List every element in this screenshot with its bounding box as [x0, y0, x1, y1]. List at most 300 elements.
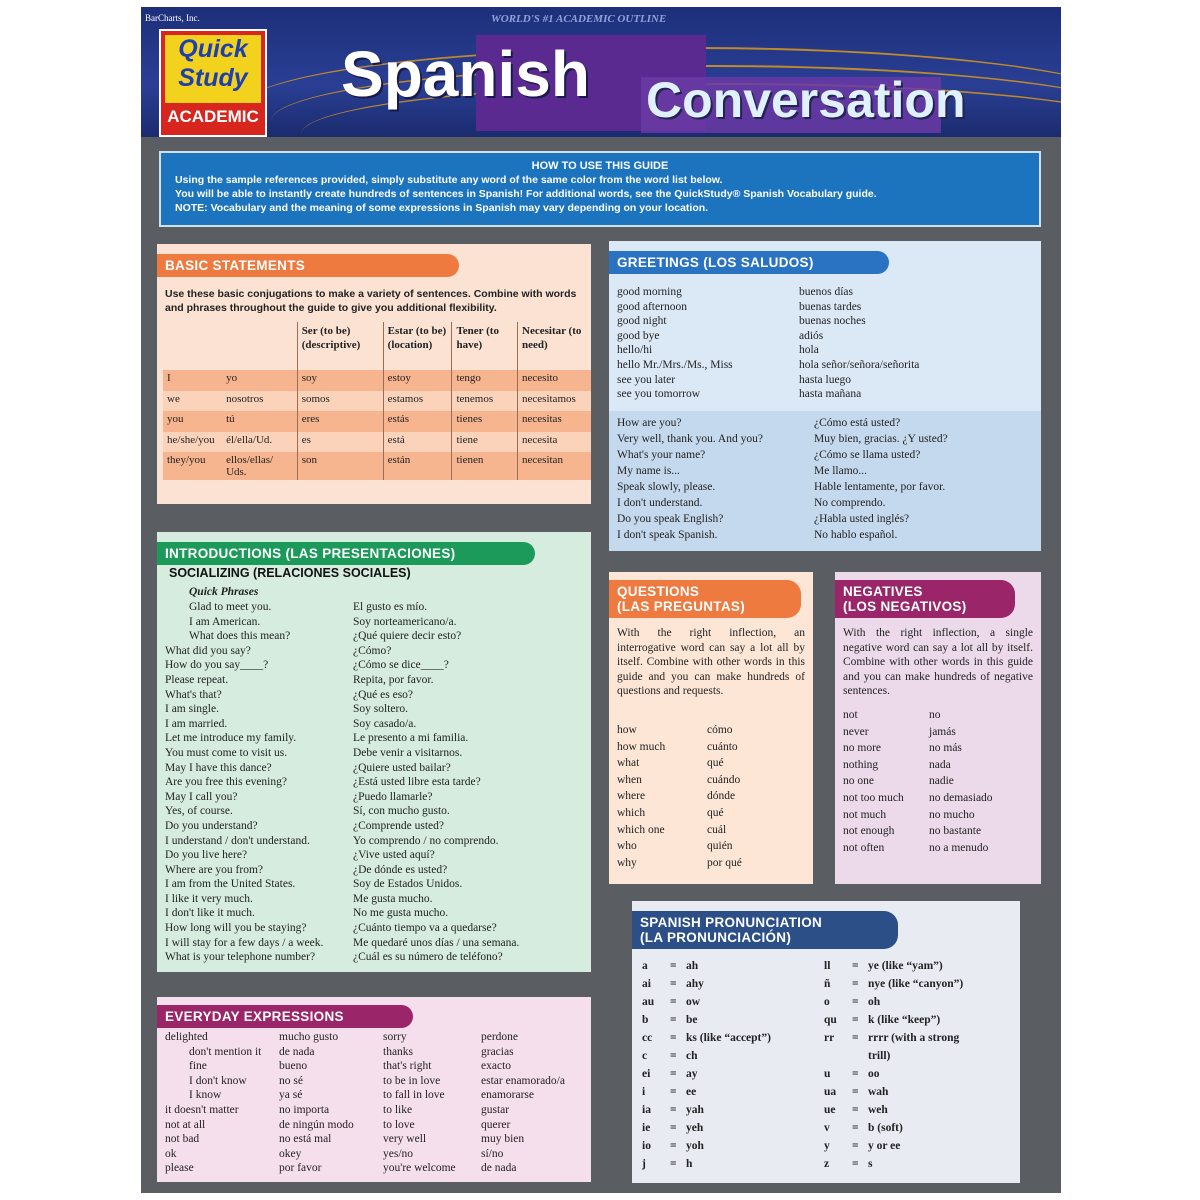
list-item: buenas tardes — [799, 300, 862, 313]
sound: y or ee — [868, 1140, 901, 1152]
table-cell: tú — [226, 413, 235, 425]
table-row — [163, 411, 591, 432]
list-item: I am from the United States. — [165, 878, 296, 891]
list-item: Glad to meet you. — [189, 601, 272, 613]
list-item: no mucho — [929, 808, 975, 821]
letter: y — [824, 1140, 830, 1152]
list-item: muy bien — [481, 1133, 525, 1146]
list-item: What is your telephone number? — [165, 951, 316, 964]
list-item: no está mal — [279, 1133, 332, 1146]
pronunciation-row — [824, 957, 963, 975]
logo-text: Quick — [178, 35, 248, 63]
list-item: Debe venir a visitarnos. — [353, 746, 463, 759]
list-item: ¿Cómo? — [353, 644, 392, 657]
list-item: not much — [843, 808, 887, 821]
list-item: good bye — [617, 329, 660, 342]
table-cell: tiene — [452, 432, 518, 453]
equals-sign: = — [670, 1050, 677, 1062]
list-item: No comprendo. — [814, 497, 886, 509]
list-item: ¿Vive usted aquí? — [353, 849, 435, 862]
table-row — [163, 452, 591, 480]
table-row — [163, 370, 591, 391]
sound: s — [868, 1158, 873, 1170]
letter: c — [642, 1050, 648, 1062]
letter: v — [824, 1122, 830, 1134]
list-item: Soy soltero. — [353, 703, 408, 716]
pronunciation-row — [824, 1101, 963, 1119]
pronunciation-row — [824, 1119, 963, 1137]
sound: yeh — [686, 1122, 704, 1134]
list-item: ¿Cómo se dice____? — [353, 659, 449, 672]
list-item: ¿Puedo llamarle? — [353, 790, 433, 803]
list-item: qué — [707, 806, 724, 819]
list-item: Muy bien, gracias. ¿Y usted? — [814, 433, 948, 445]
list-item: Repita, por favor. — [353, 673, 434, 686]
equals-sign: = — [852, 996, 859, 1008]
equals-sign: = — [670, 1086, 677, 1098]
table-cell: es — [297, 432, 383, 453]
table-cell: eres — [297, 411, 383, 432]
pronunciation-row — [824, 1083, 963, 1101]
letter: i — [642, 1086, 646, 1098]
sound: ks (like “accept”) — [686, 1032, 771, 1044]
list-item: no demasiado — [929, 791, 993, 804]
table-cell: yo — [226, 372, 238, 384]
greetings-english — [617, 285, 733, 402]
table-cell: ellos/ellas/ Uds. — [226, 454, 274, 478]
list-item: Do you speak English? — [617, 513, 724, 525]
list-item: hello/hi — [617, 344, 653, 357]
list-item: not — [843, 709, 858, 721]
letter: ñ — [824, 978, 831, 990]
list-item: Le presento a mi familia. — [353, 732, 469, 745]
list-item: very well — [383, 1133, 427, 1146]
list-item: Sí, con mucho gusto. — [353, 805, 450, 818]
list-item: cuánto — [707, 740, 738, 753]
table-cell: you — [167, 413, 184, 425]
equals-sign: = — [852, 1104, 859, 1116]
table-cell: necesitamos — [518, 391, 591, 412]
equals-sign: = — [670, 1032, 677, 1044]
section-intro: With the right inflection, a single negative word can say a lot all by itself. Combine with other words in this guide and you can make hundreds of negative sentences. — [843, 627, 1033, 698]
list-item: fine — [189, 1060, 207, 1073]
list-item: hello Mr./Mrs./Ms., Miss — [617, 358, 733, 371]
pronunciation-row — [642, 1155, 771, 1173]
list-item: How are you? — [617, 417, 682, 429]
list-item: cómo — [707, 724, 733, 736]
list-item: bueno — [279, 1060, 308, 1073]
list-item: gustar — [481, 1103, 510, 1116]
table-cell: necesito — [518, 370, 591, 391]
how-to-line: Using the sample references provided, simply substitute any word of the same color from the word list below. — [175, 174, 723, 186]
greetings-spanish — [799, 285, 919, 402]
list-item: El gusto es mío. — [353, 601, 428, 613]
list-item: I know — [189, 1089, 222, 1102]
letter: rr — [824, 1032, 835, 1044]
equals-sign: = — [670, 996, 677, 1008]
questions-english — [617, 722, 665, 871]
section-title-line: QUESTIONS — [617, 584, 700, 599]
everyday-spanish-1 — [279, 1030, 354, 1176]
list-item: hasta mañana — [799, 388, 862, 401]
questions-panel — [609, 572, 813, 884]
list-item: nothing — [843, 758, 879, 771]
table-header: Necesitar (to need) — [518, 322, 591, 370]
list-item: you're welcome — [383, 1162, 456, 1175]
list-item: Soy de Estados Unidos. — [353, 878, 463, 891]
section-title: EVERYDAY EXPRESSIONS — [157, 1005, 413, 1028]
pronunciation-row — [642, 1137, 771, 1155]
list-item: no one — [843, 775, 874, 788]
sound: ye (like “yam”) — [868, 960, 943, 972]
list-item: mucho gusto — [279, 1031, 339, 1043]
sound: h — [686, 1158, 693, 1170]
list-item: What's your name? — [617, 449, 706, 461]
equals-sign: = — [852, 1122, 859, 1134]
list-item: ya sé — [279, 1089, 303, 1102]
intro-english — [165, 600, 323, 965]
pronunciation-left-list — [642, 957, 771, 1173]
everyday-spanish-2 — [481, 1030, 565, 1176]
list-item: gracias — [481, 1045, 514, 1058]
list-item: Very well, thank you. And you? — [617, 433, 763, 445]
list-item: perdone — [481, 1031, 519, 1043]
table-cell: we — [167, 392, 180, 405]
section-title-line: (LAS PREGUNTAS) — [617, 599, 745, 614]
list-item: ¿Cuál es su número de teléfono? — [353, 951, 503, 964]
list-item: no a menudo — [929, 841, 989, 854]
list-item: why — [617, 856, 637, 869]
list-item: delighted — [165, 1031, 208, 1043]
section-title: BASIC STATEMENTS — [157, 254, 459, 277]
everyday-english-2 — [383, 1030, 456, 1176]
table-cell: tengo — [452, 370, 518, 391]
equals-sign: = — [670, 960, 677, 972]
list-item: Me llamo... — [814, 465, 868, 477]
list-item: hola señor/señora/señorita — [799, 358, 920, 371]
list-item: I like it very much. — [165, 892, 253, 905]
list-item: Hable lentamente, por favor. — [814, 481, 946, 493]
list-item: What did you say? — [165, 644, 251, 657]
table-row — [163, 391, 591, 412]
list-item: buenas noches — [799, 315, 866, 328]
sound: ah — [686, 960, 699, 972]
sound: k (like “keep”) — [868, 1014, 941, 1026]
list-item: not too much — [843, 791, 904, 804]
list-item: Let me introduce my family. — [165, 732, 297, 745]
pronunciation-row — [642, 1011, 771, 1029]
list-item: How long will you be staying? — [165, 922, 307, 935]
list-item: Do you live here? — [165, 849, 248, 862]
section-subtitle: SOCIALIZING (RELACIONES SOCIALES) — [169, 566, 411, 580]
section-title-line: (LOS NEGATIVOS) — [843, 599, 967, 614]
phrases-spanish — [814, 415, 948, 543]
list-item: good afternoon — [617, 300, 687, 313]
equals-sign: = — [670, 1104, 677, 1116]
pronunciation-row — [642, 975, 771, 993]
table-cell: tienen — [452, 452, 518, 480]
table-header — [163, 322, 222, 370]
table-cell: nosotros — [226, 392, 264, 405]
list-item: May I call you? — [165, 790, 238, 803]
table-cell: he/she/you — [167, 433, 215, 446]
list-item: Speak slowly, please. — [617, 481, 716, 493]
questions-spanish — [707, 722, 742, 871]
list-item: no — [929, 709, 941, 721]
list-item: I don't speak Spanish. — [617, 529, 718, 541]
pronunciation-panel — [632, 901, 1020, 1183]
list-item: nadie — [929, 775, 954, 788]
list-item: No hablo español. — [814, 529, 898, 541]
list-item: never — [843, 725, 869, 738]
outline-tagline: WORLD'S #1 ACADEMIC OUTLINE — [491, 13, 667, 25]
section-title-line: SPANISH PRONUNCIATION — [640, 915, 823, 930]
table-cell: tienes — [452, 411, 518, 432]
list-item: May I have this dance? — [165, 761, 272, 774]
table-cell: estamos — [383, 391, 452, 412]
list-item: not bad — [165, 1133, 200, 1146]
pronunciation-row — [824, 1155, 963, 1173]
pronunciation-right-list — [824, 957, 963, 1173]
sound: trill) — [868, 1050, 891, 1062]
intro-spanish — [353, 600, 519, 965]
sound: oo — [868, 1068, 880, 1080]
list-item: nada — [929, 758, 951, 771]
letter: ua — [824, 1086, 837, 1098]
letter: ia — [642, 1104, 651, 1116]
how-to-line: NOTE: Vocabulary and the meaning of some expressions in Spanish may vary depending on your location. — [175, 202, 709, 214]
letter: ll — [824, 960, 831, 972]
study-guide-sheet — [141, 7, 1061, 1193]
section-title: GREETINGS (LOS SALUDOS) — [609, 251, 889, 274]
list-item: I don't understand. — [617, 497, 703, 509]
phrases-english — [617, 415, 763, 543]
list-item: de nada — [481, 1162, 517, 1175]
list-item: por favor — [279, 1162, 322, 1175]
table-cell: soy — [297, 370, 383, 391]
greetings-panel — [609, 241, 1041, 551]
pronunciation-row — [824, 1029, 963, 1047]
list-item: when — [617, 773, 642, 786]
list-item: Soy norteamericano/a. — [353, 615, 457, 628]
table-cell: somos — [297, 391, 383, 412]
sound: yah — [686, 1104, 704, 1116]
list-item: not at all — [165, 1118, 206, 1131]
list-item: jamás — [929, 725, 956, 738]
equals-sign: = — [852, 1014, 859, 1026]
letter: io — [642, 1140, 651, 1152]
pronunciation-row — [642, 1047, 771, 1065]
list-item: no sé — [279, 1074, 303, 1087]
list-item: buenos días — [799, 286, 853, 298]
equals-sign: = — [670, 1122, 677, 1134]
basic-statements-panel — [157, 244, 591, 504]
list-item: no bastante — [929, 825, 982, 838]
list-item: ¿Qué quiere decir esto? — [353, 630, 462, 643]
pronunciation-row — [642, 1101, 771, 1119]
list-item: that's right — [383, 1060, 432, 1073]
pronunciation-row — [642, 1065, 771, 1083]
list-item: to love — [383, 1118, 415, 1131]
section-title: INTRODUCTIONS (LAS PRESENTACIONES) — [157, 542, 535, 565]
list-item: not often — [843, 841, 885, 854]
list-item: Do you understand? — [165, 819, 258, 832]
list-item: who — [617, 840, 637, 853]
equals-sign: = — [670, 1140, 677, 1152]
list-item: exacto — [481, 1060, 512, 1073]
list-item: good morning — [617, 286, 682, 298]
pronunciation-row — [642, 1029, 771, 1047]
list-item: which one — [617, 823, 665, 836]
list-item: how much — [617, 740, 666, 753]
table-header: Tener (to have) — [452, 322, 518, 370]
section-title-line: (LA PRONUNCIACIÓN) — [640, 930, 792, 945]
list-item: cuándo — [707, 773, 741, 786]
list-item: ¿Cómo está usted? — [814, 417, 901, 429]
logo-quick-study — [165, 35, 261, 103]
equals-sign: = — [670, 978, 677, 990]
list-item: sorry — [383, 1031, 407, 1043]
list-item: querer — [481, 1118, 511, 1131]
sound: yoh — [686, 1140, 704, 1152]
equals-sign: = — [852, 1032, 859, 1044]
list-item: no importa — [279, 1103, 330, 1116]
quickstudy-logo — [159, 29, 267, 137]
list-item: You must come to visit us. — [165, 746, 288, 759]
list-item: ok — [165, 1147, 177, 1160]
sound: ahy — [686, 978, 704, 990]
list-item: Yo comprendo / no comprendo. — [353, 834, 499, 847]
list-item: ¿Cuánto tiempo va a quedarse? — [353, 922, 497, 935]
list-item: de nada — [279, 1045, 315, 1058]
list-item: how — [617, 724, 637, 736]
list-item: de ningún modo — [279, 1118, 354, 1131]
list-item: Are you free this evening? — [165, 776, 287, 789]
negatives-panel — [835, 572, 1041, 884]
letter: a — [642, 960, 648, 972]
sound: ay — [686, 1068, 698, 1080]
list-item: see you tomorrow — [617, 388, 701, 401]
list-item: don't mention it — [189, 1045, 262, 1058]
list-item: ¿Habla usted inglés? — [814, 513, 910, 525]
equals-sign: = — [852, 1086, 859, 1098]
how-to-panel — [159, 151, 1041, 227]
list-item: Soy casado/a. — [353, 717, 417, 730]
pronunciation-row — [824, 1011, 963, 1029]
list-item: what — [617, 757, 640, 770]
list-item: estar enamorado/a — [481, 1074, 565, 1087]
sound: wah — [868, 1086, 889, 1098]
table-cell: estás — [383, 411, 452, 432]
section-intro: Use these basic conjugations to make a variety of sentences. Combine with words and phrases throughout the guide to give you additional flexibility. — [165, 288, 577, 314]
pronunciation-row — [642, 957, 771, 975]
page-subtitle: Conversation — [646, 72, 966, 128]
list-item: enamorarse — [481, 1089, 534, 1102]
list-item: thanks — [383, 1045, 414, 1058]
list-item: ¿Está usted libre esta tarde? — [353, 776, 481, 789]
sound: ow — [686, 996, 701, 1008]
publisher-name: BarCharts, Inc. — [145, 13, 200, 23]
equals-sign: = — [852, 1068, 859, 1080]
pronunciation-row — [824, 1065, 963, 1083]
pronunciation-row — [642, 1119, 771, 1137]
table-cell: estoy — [383, 370, 452, 391]
pronunciation-row — [824, 1047, 963, 1065]
list-item: no más — [929, 742, 962, 755]
list-item: How do you say____? — [165, 659, 269, 672]
list-item: not enough — [843, 825, 895, 838]
list-item: sí/no — [481, 1147, 504, 1160]
letter: z — [824, 1158, 830, 1170]
negatives-english — [843, 707, 904, 856]
table-cell: tenemos — [452, 391, 518, 412]
table-cell: él/ella/Ud. — [226, 433, 273, 446]
list-item: hasta luego — [799, 373, 852, 386]
equals-sign: = — [852, 978, 859, 990]
letter: o — [824, 996, 830, 1008]
list-item: where — [617, 790, 646, 803]
list-item: okey — [279, 1147, 302, 1160]
quick-phrases-label: Quick Phrases — [189, 586, 259, 598]
sound: b (soft) — [868, 1122, 903, 1134]
logo-academic: ACADEMIC — [167, 107, 259, 126]
section-title — [632, 911, 898, 949]
letter: u — [824, 1068, 831, 1080]
list-item: to fall in love — [383, 1089, 445, 1102]
section-intro: With the right inflection, an interrogative word can say a lot all by itself. Combine with other words in this guide and you can make hundreds of questions and requests. — [617, 627, 805, 698]
list-item: My name is... — [617, 465, 680, 477]
letter: ue — [824, 1104, 836, 1116]
sound: ch — [686, 1050, 698, 1062]
list-item: ¿Quiere usted bailar? — [353, 761, 451, 774]
list-item: please — [165, 1162, 194, 1175]
list-item: ¿De dónde es usted? — [353, 863, 448, 876]
list-item: I understand / don't understand. — [165, 834, 310, 847]
list-item: it doesn't matter — [165, 1103, 239, 1116]
letter: au — [642, 996, 655, 1008]
table-cell: está — [383, 432, 452, 453]
conjugation-table — [163, 322, 591, 480]
table-row — [163, 432, 591, 453]
list-item: yes/no — [383, 1147, 414, 1160]
list-item: quién — [707, 840, 733, 853]
pronunciation-row — [824, 993, 963, 1011]
list-item: to like — [383, 1103, 413, 1116]
introductions-panel — [157, 532, 591, 972]
list-item: ¿Comprende usted? — [353, 819, 445, 832]
equals-sign: = — [670, 1158, 677, 1170]
letter: ei — [642, 1068, 651, 1080]
letter: ie — [642, 1122, 651, 1134]
table-cell: necesita — [518, 432, 591, 453]
sound: nye (like “canyon”) — [868, 978, 964, 990]
pronunciation-row — [642, 993, 771, 1011]
list-item: I don't know — [189, 1074, 247, 1087]
sound: oh — [868, 996, 881, 1008]
sound: ee — [686, 1086, 697, 1098]
how-to-line: You will be able to instantly create hundreds of sentences in Spanish! For additional words, see the QuickStudy® Spanish Vocabulary guide. — [175, 188, 877, 200]
list-item: Me quedaré unos días / una semana. — [353, 936, 520, 949]
table-cell: they/you — [167, 454, 206, 466]
list-item: I am married. — [165, 717, 228, 730]
list-item: Where are you from? — [165, 863, 264, 876]
list-item: adiós — [799, 329, 824, 342]
table-header — [222, 322, 297, 370]
list-item: I will stay for a few days / a week. — [165, 936, 324, 949]
table-cell: necesitas — [518, 411, 591, 432]
list-item: I don't like it much. — [165, 907, 255, 920]
everyday-english-1 — [165, 1030, 261, 1176]
